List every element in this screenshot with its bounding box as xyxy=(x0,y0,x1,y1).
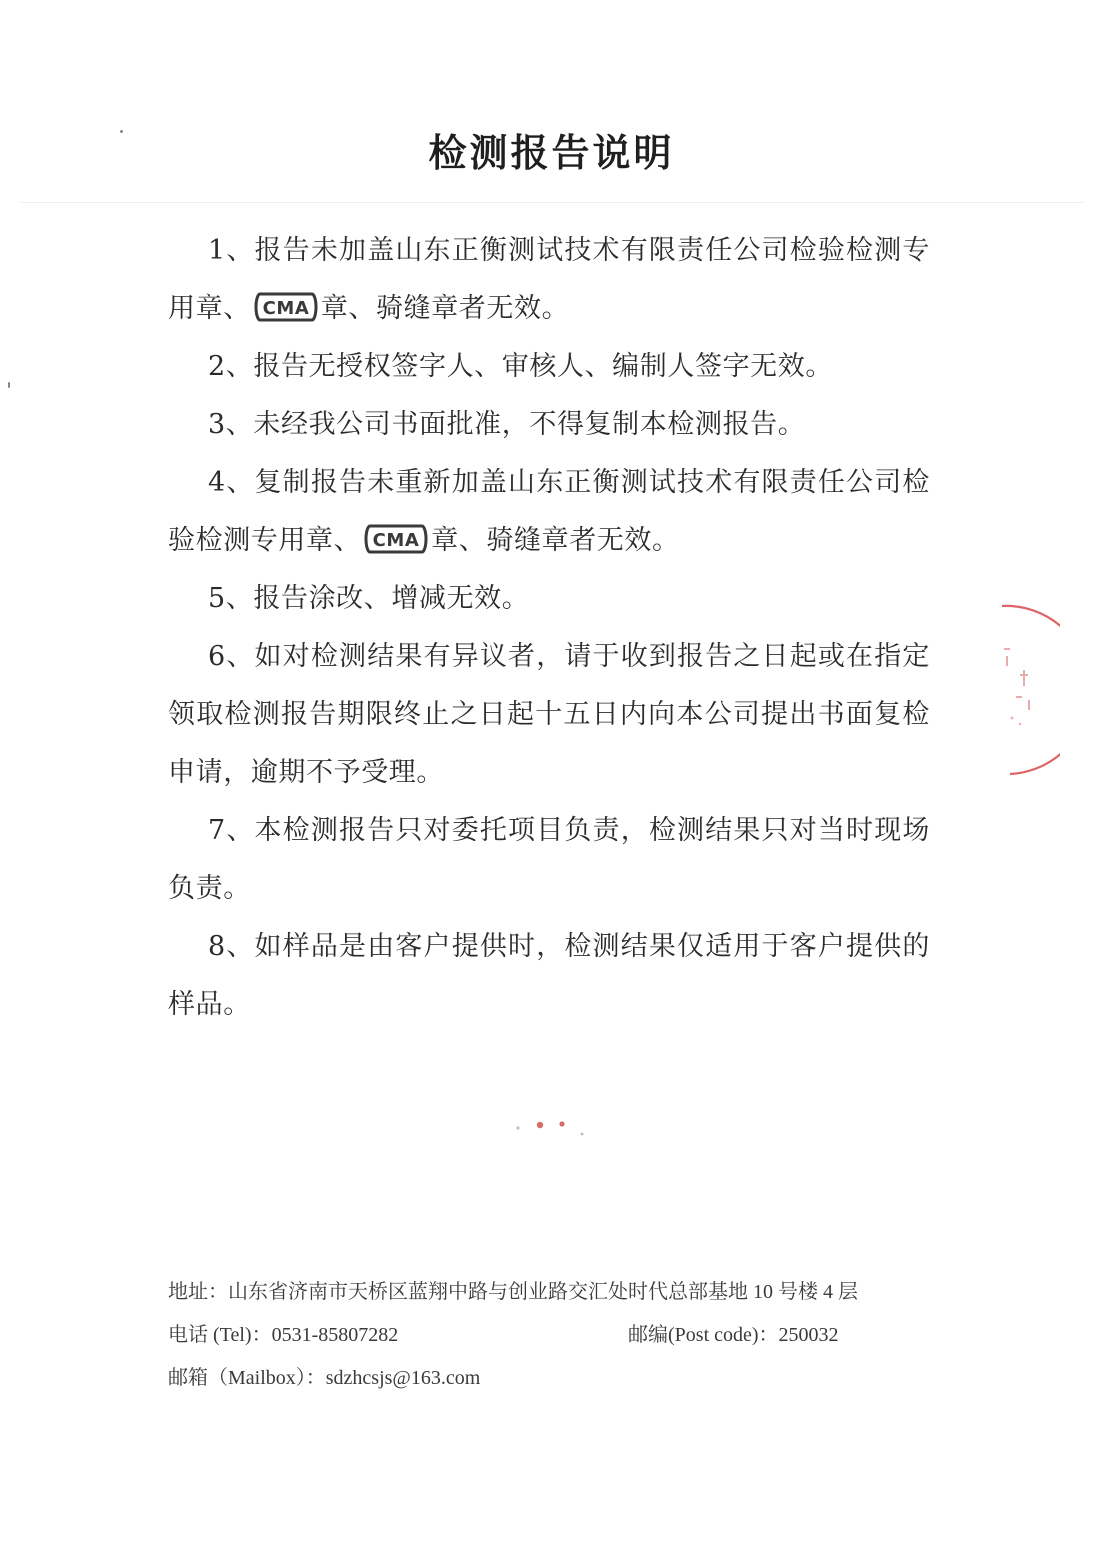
scan-speck xyxy=(8,382,10,388)
note-item-6: 6、如对检测结果有异议者，请于收到报告之日起或在指定领取检测报告期限终止之日起十五日内向本公司提出书面复检申请，逾期不予受理。 xyxy=(168,641,930,788)
note-item-4-text-end: 章、骑缝章者无效。 xyxy=(431,525,680,556)
scan-divider xyxy=(20,202,1083,203)
note-item-5: 5、报告涂改、增减无效。 xyxy=(208,583,530,614)
note-item-3: 3、未经我公司书面批准，不得复制本检测报告。 xyxy=(208,409,806,440)
scan-speck xyxy=(120,130,123,133)
notes-body xyxy=(168,222,930,1034)
note-item-4 xyxy=(168,454,930,570)
note-item-2: 2、报告无授权签字人、审核人、编制人签字无效。 xyxy=(208,351,833,382)
footer-mailbox: 邮箱（Mailbox）：sdzhcsjs@163.com xyxy=(168,1367,481,1389)
contact-footer xyxy=(168,1274,948,1403)
partial-seal-image xyxy=(990,600,1060,780)
footer-tel: 电话 (Tel)：0531-85807282 xyxy=(168,1324,399,1346)
note-item-1-text: 1、报告未加盖山东正衡测试技术有限责任公司检验检测专用章、 xyxy=(168,235,930,324)
note-item-7: 7、本检测报告只对委托项目负责，检测结果只对当时现场负责。 xyxy=(168,815,930,904)
red-specks-decoration xyxy=(510,1116,590,1140)
cma-stamp-icon xyxy=(253,291,319,323)
cma-stamp-text: CMA xyxy=(372,529,420,551)
cma-stamp-icon xyxy=(363,523,429,555)
note-item-1 xyxy=(168,222,930,338)
cma-stamp-text: CMA xyxy=(262,297,310,319)
footer-postcode: 邮编(Post code)：250032 xyxy=(628,1324,839,1346)
note-item-8: 8、如样品是由客户提供时，检测结果仅适用于客户提供的样品。 xyxy=(168,931,930,1020)
page-title: 检测报告说明 xyxy=(428,130,675,175)
footer-address: 地址：山东省济南市天桥区蓝翔中路与创业路交汇处时代总部基地 10 号楼 4 层 xyxy=(168,1281,858,1303)
note-item-4-text: 4、复制报告未重新加盖山东正衡测试技术有限责任公司检验检测专用章、 xyxy=(168,467,930,556)
note-item-1-text-end: 章、骑缝章者无效。 xyxy=(320,293,570,324)
footer-tel-row xyxy=(168,1317,948,1360)
